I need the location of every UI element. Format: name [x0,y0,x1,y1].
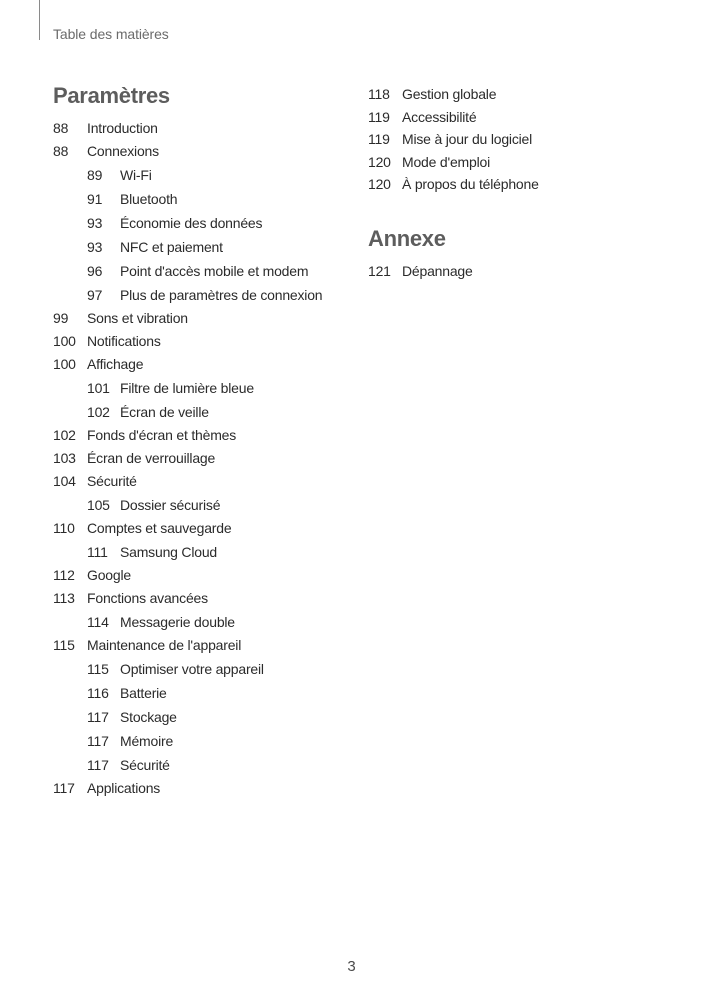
toc-subentry[interactable] [53,259,353,283]
toc-label: Messagerie double [120,614,235,630]
toc-page-number: 89 [87,167,103,183]
toc-label: Mise à jour du logiciel [402,131,533,147]
toc-subentry[interactable] [53,753,353,777]
toc-page-number: 118 [368,86,390,102]
toc-page-number: 105 [87,497,110,513]
toc-subentry[interactable] [53,540,353,564]
toc-entry[interactable] [53,517,353,540]
toc-page-number: 114 [87,614,109,630]
toc-page-number: 93 [87,239,103,255]
toc-label: Connexions [87,143,159,159]
toc-subentry[interactable] [53,729,353,753]
toc-label: Économie des données [120,215,263,231]
toc-page-number: 99 [53,310,69,326]
toc-entry[interactable] [368,151,668,174]
toc-entry[interactable] [53,587,353,610]
toc-page-number: 120 [368,153,391,170]
toc-label: Point d'accès mobile et modem [120,263,309,279]
toc-entry[interactable] [53,117,353,140]
toc-entry[interactable] [368,83,668,106]
toc-label: Notifications [87,333,161,349]
toc-page-number: 117 [87,733,109,749]
toc-page-number: 88 [53,120,69,136]
toc-label: Bluetooth [120,191,178,207]
toc-label: Maintenance de l'appareil [87,637,242,653]
page-number: 3 [347,958,356,975]
toc-subentry[interactable] [53,705,353,729]
toc-entry[interactable] [53,634,353,657]
toc-entry[interactable] [53,470,353,493]
toc-page-number: 88 [53,143,69,159]
toc-entry[interactable] [53,777,353,800]
toc-page-number: 117 [53,780,75,796]
toc-entry[interactable] [368,173,668,196]
toc-label: Google [87,567,131,583]
section-spacer [368,196,668,226]
toc-label: Stockage [120,709,177,725]
toc-entry[interactable] [368,128,668,151]
toc-entry[interactable] [53,307,353,330]
toc-subentry[interactable] [53,400,353,424]
toc-subentry[interactable] [53,681,353,705]
toc-label: À propos du téléphone [402,176,539,192]
toc-page-number: 120 [368,176,391,192]
toc-label: Optimiser votre appareil [120,661,264,677]
toc-label: Filtre de lumière bleue [120,380,254,396]
section-title-parametres: Paramètres [53,83,170,108]
toc-page-number: 104 [53,473,76,489]
toc-label: NFC et paiement [120,239,223,255]
toc-page-number: 115 [53,637,75,653]
toc-label: Gestion globale [402,86,497,102]
toc-page-number: 101 [87,380,110,396]
toc-subentry[interactable] [53,493,353,517]
toc-label: Fonds d'écran et thèmes [87,427,237,443]
toc-subentry[interactable] [53,283,353,307]
toc-entry[interactable] [368,106,668,129]
toc-page-number: 119 [368,108,390,125]
toc-label: Sécurité [87,473,137,489]
toc-page-number: 93 [87,215,103,231]
toc-subentry[interactable] [53,376,353,400]
toc-label: Dépannage [402,262,473,279]
toc-label: Mémoire [120,733,174,749]
toc-page-number: 115 [87,661,109,677]
toc-page-number: 97 [87,287,103,303]
toc-label: Sons et vibration [87,310,188,326]
toc-subentry[interactable] [53,235,353,259]
toc-label: Applications [87,780,161,796]
toc-subentry[interactable] [53,657,353,681]
toc-label: Mode d'emploi [402,153,491,170]
toc-label: Écran de veille [120,404,209,420]
toc-label: Écran de verrouillage [87,450,216,466]
toc-label: Fonctions avancées [87,590,208,606]
toc-page-number: 110 [53,520,75,536]
toc-entry[interactable] [53,447,353,470]
toc-subentry[interactable] [53,187,353,211]
toc-column-left [53,83,353,800]
toc-label: Samsung Cloud [120,544,218,560]
toc-label: Comptes et sauvegarde [87,520,232,536]
toc-page-number: 100 [53,356,76,372]
toc-label: Dossier sécurisé [120,497,221,513]
toc-page-number: 111 [87,544,108,560]
toc-label: Sécurité [120,757,170,773]
toc-label: Affichage [87,356,144,372]
toc-page-number: 121 [368,262,391,279]
toc-page-number: 91 [87,191,103,207]
toc-subentry[interactable] [53,163,353,187]
toc-label: Wi-Fi [120,167,152,183]
toc-entry[interactable] [53,140,353,163]
toc-column-right [368,83,668,282]
section-title-annexe: Annexe [368,225,446,251]
toc-entry[interactable] [53,424,353,447]
toc-page-number: 100 [53,333,76,349]
toc-page-number: 116 [87,685,109,701]
toc-page-number: 102 [53,427,76,443]
toc-entry[interactable] [368,260,668,283]
toc-page-number: 117 [87,709,109,725]
toc-page-number: 102 [87,404,110,420]
toc-page-number: 119 [368,131,390,147]
toc-label: Plus de paramètres de connexion [120,287,323,303]
toc-page-number: 96 [87,263,103,279]
toc-label: Accessibilité [402,108,477,125]
toc-page-number: 117 [87,757,109,773]
page-header-title: Table des matières [53,26,169,42]
toc-entry[interactable] [53,330,353,353]
toc-label: Introduction [87,120,158,136]
header-rule [39,0,40,40]
toc-page-number: 113 [53,590,75,606]
toc-page-number: 103 [53,450,76,466]
toc-entry[interactable] [53,564,353,587]
toc-subentry[interactable] [53,610,353,634]
toc-label: Batterie [120,685,167,701]
toc-entry[interactable] [53,353,353,376]
toc-subentry[interactable] [53,211,353,235]
toc-page-number: 112 [53,567,75,583]
